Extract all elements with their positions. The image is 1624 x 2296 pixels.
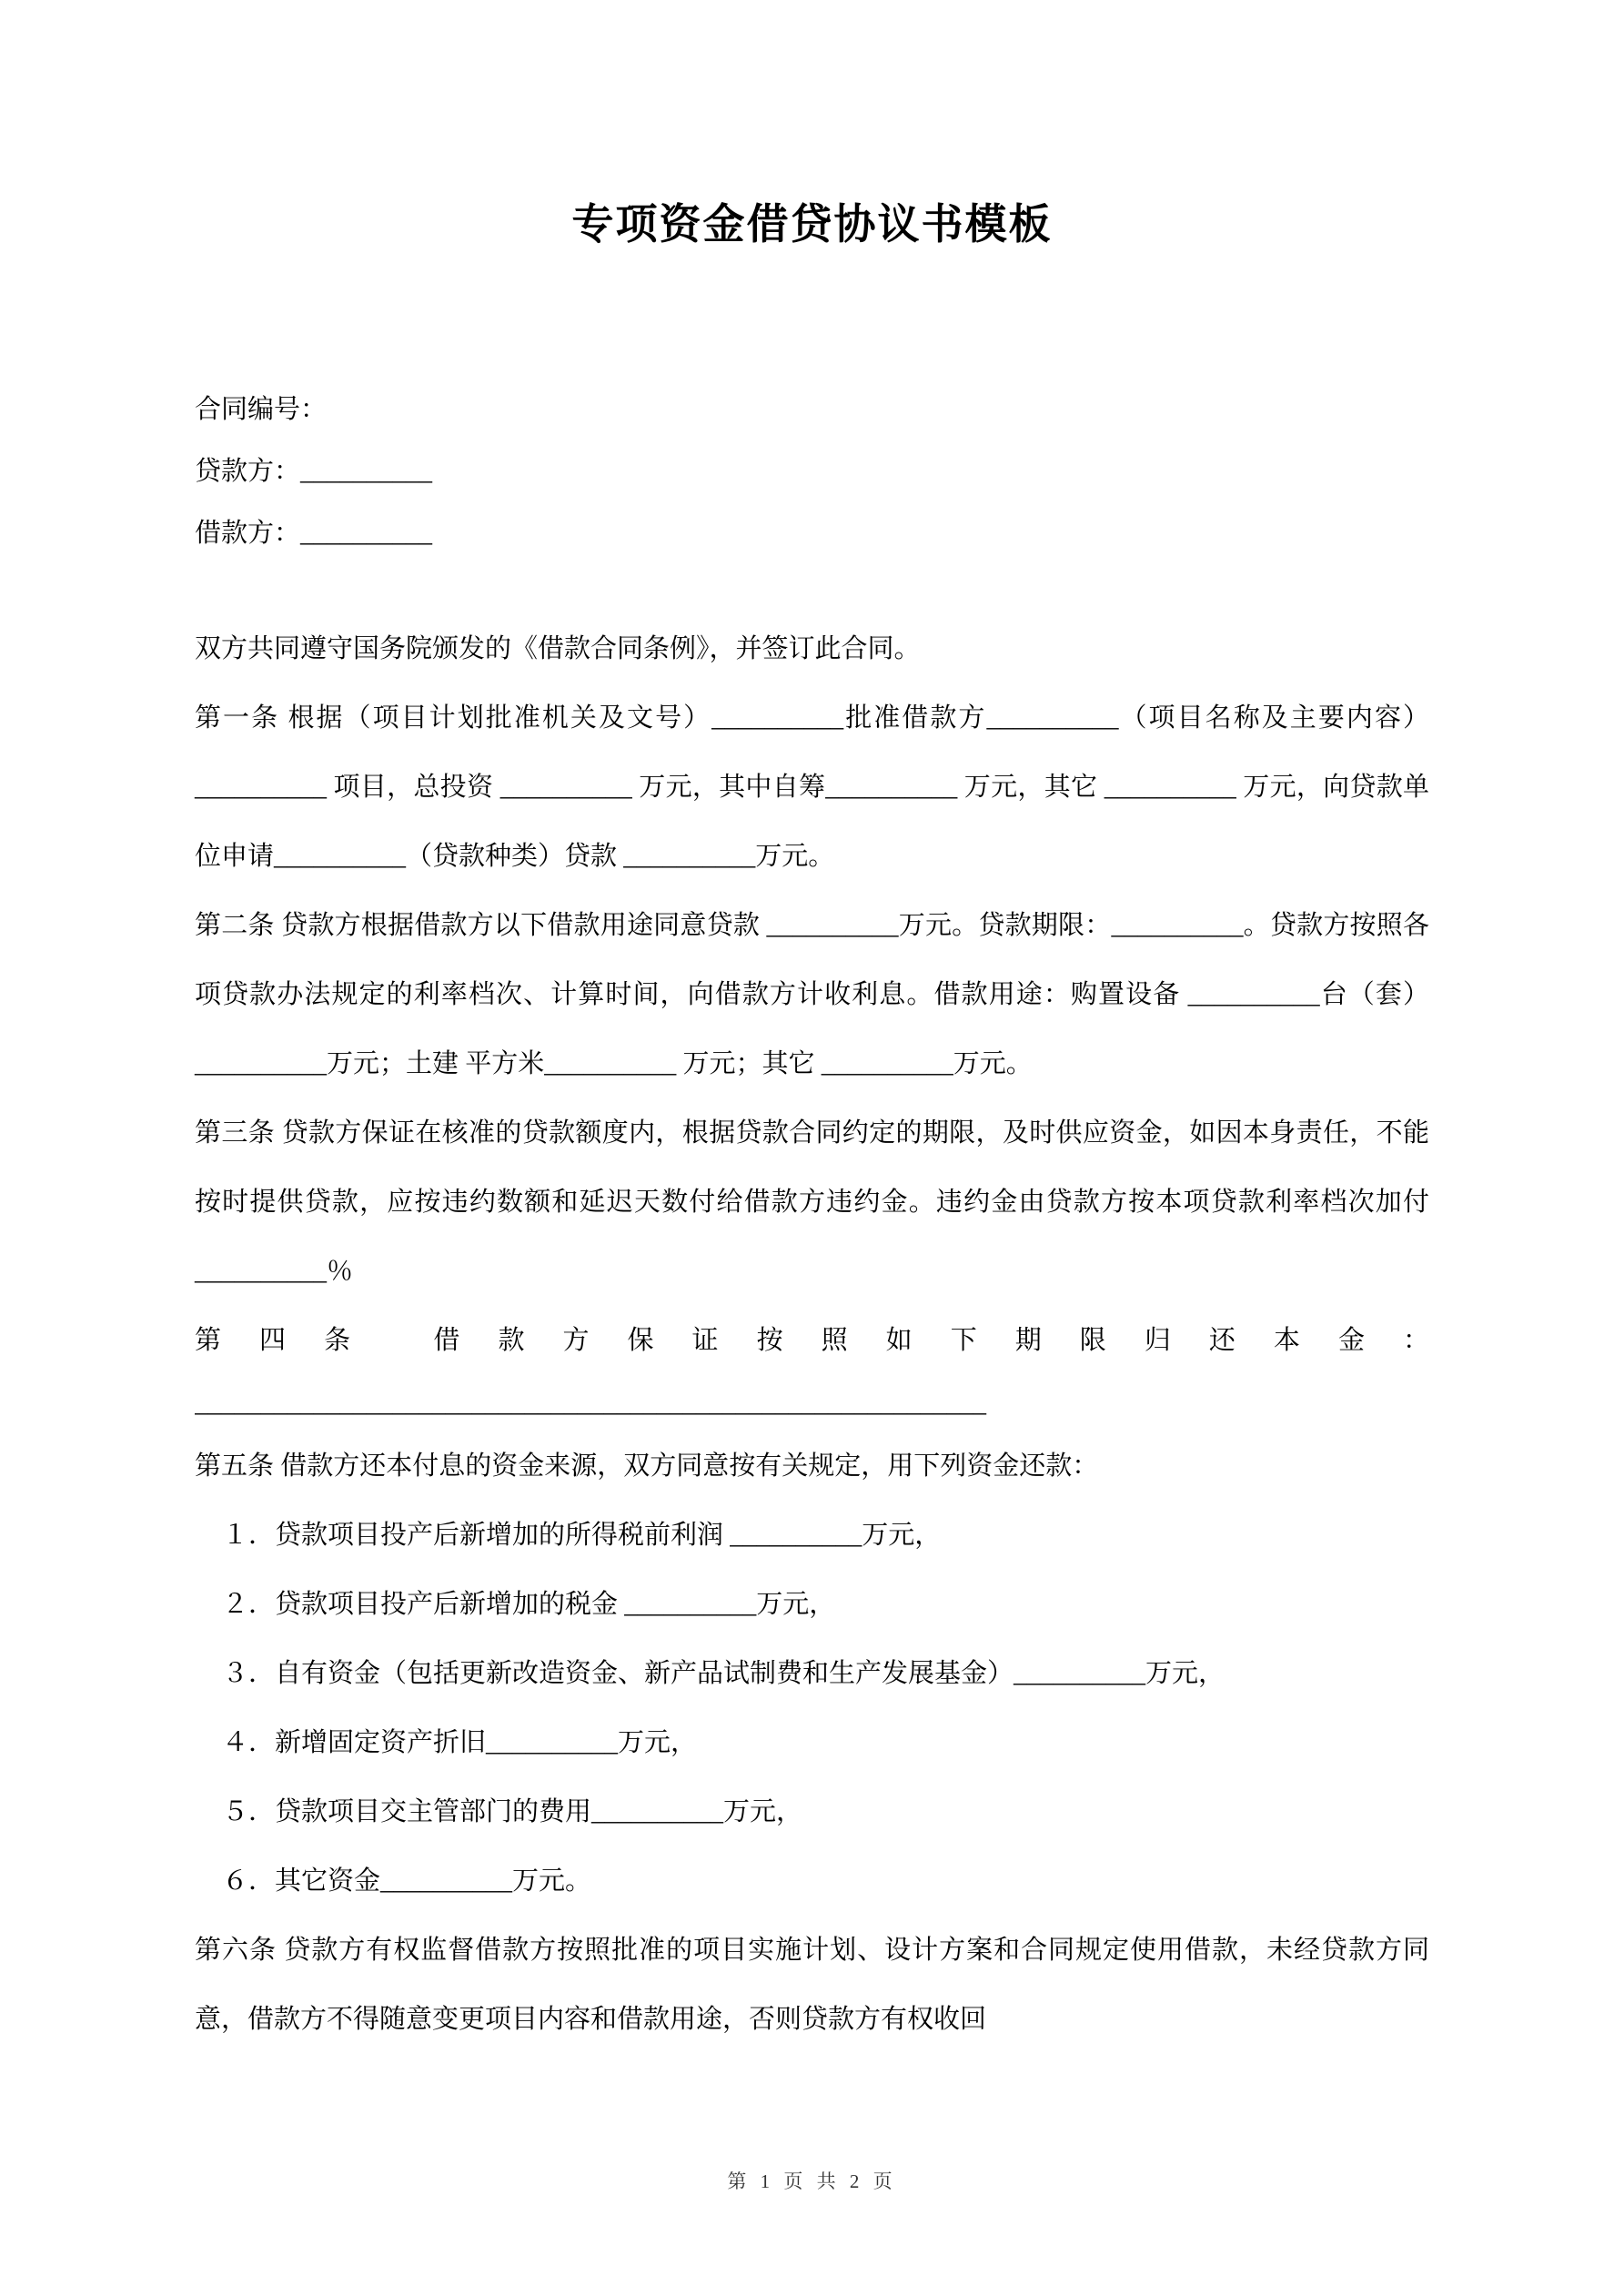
clause-4: 第四条 借款方保证按照如下期限归还本金：	[195, 1326, 1429, 1355]
clause-3: 第三条 贷款方保证在核准的贷款额度内，根据贷款合同约定的期限，及时供应资金，如因本身责任，不能按时提供贷款，应按违约数额和延迟天数付给借款方违约金。违约金由贷款方按本项贷款利率档次加付 __________％	[195, 1118, 1429, 1286]
borrower-label: 借款方：	[195, 519, 301, 548]
contract-number-label: 合同编号：	[195, 395, 328, 424]
repayment-blank-line: ____________________________________________________________	[195, 1389, 986, 1418]
fund-source-item-4: ４．新增固定资产折旧__________万元，	[222, 1728, 698, 1757]
borrower-field	[195, 502, 1429, 564]
fund-source-item-2: ２．贷款项目投产后新增加的税金 __________万元，	[222, 1590, 836, 1619]
clause-6: 第六条 贷款方有权监督借款方按照批准的项目实施计划、设计方案和合同规定使用借款，未经贷款方同意，借款方不得随意变更项目内容和借款用途，否则贷款方有权收回	[195, 1936, 1429, 2034]
header-fields	[195, 379, 1429, 564]
document-body	[195, 614, 1429, 2054]
lender-field	[195, 440, 1429, 502]
fund-source-item-3: ３．自有资金（包括更新改造资金、新产品试制费和生产发展基金）__________万元，	[222, 1659, 1226, 1688]
intro-paragraph: 双方共同遵守国务院颁发的《借款合同条例》，并签订此合同。	[195, 634, 921, 663]
fund-source-list	[195, 1501, 1429, 1916]
borrower-blank: __________	[300, 519, 433, 548]
lender-blank: __________	[300, 457, 433, 486]
page-title: 专项资金借贷协议书模板	[571, 201, 1053, 248]
clause-5: 第五条 借款方还本付息的资金来源，双方同意按有关规定，用下列资金还款：	[195, 1451, 1099, 1481]
fund-source-item-6: ６．其它资金__________万元。	[222, 1866, 592, 1896]
clause-1: 第一条 根据（项目计划批准机关及文号）__________批准借款方__________（项目名称及主要内容） __________ 项目，总投资 __________ 万元，其中自筹__________ 万元，其它 __________ 万元，向贷款单位申请__________（贷款种类）贷款 __________万元。	[195, 703, 1429, 871]
page-footer: 第 1 页 共 2 页	[727, 2170, 897, 2192]
fund-source-item-5: ５．贷款项目交主管部门的费用__________万元，	[222, 1797, 803, 1826]
lender-label: 贷款方：	[195, 457, 301, 486]
clause-2: 第二条 贷款方根据借款方以下借款用途同意贷款 __________万元。贷款期限：__________。贷款方按照各项贷款办法规定的利率档次、计算时间，向借款方计收利息。借款用途：购置设备 __________台（套）__________万元；土建 平方米__________ 万元；其它 __________万元。	[195, 911, 1429, 1078]
contract-number-field	[195, 379, 1429, 440]
fund-source-item-1: １．贷款项目投产后新增加的所得税前利润 __________万元，	[222, 1521, 942, 1550]
